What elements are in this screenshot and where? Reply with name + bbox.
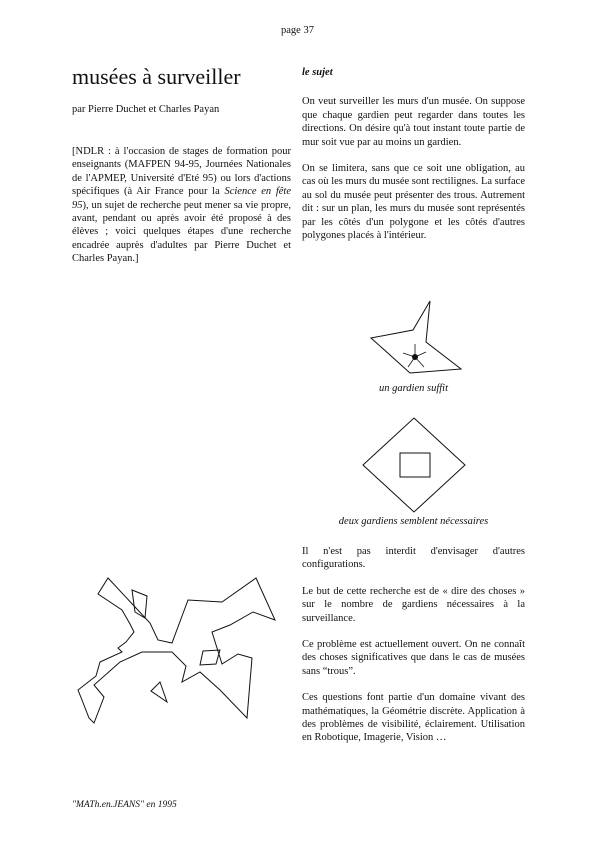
editor-note-italic-event: Science en fête 95 <box>72 186 292 211</box>
subject-column <box>302 66 525 255</box>
subject-paragraph-2: On se limitera, sans que ce soit une obligation, au cas où les murs du musée sont rectilignes. La surface au sol du musée peut présenter des trous. Autrement dit : sur un plan, les murs du musée sont représentés par les côtés d'un polygone et les côtés d'autres polygones placés à l'intérieur. <box>302 163 525 242</box>
museum-hole-triangle <box>151 682 167 702</box>
subject-paragraph-1: On veut surveiller les murs d'un musée. On suppose que chaque gardien peut regarder dans toutes les directions. On désire qu'à tout instant toute partie de mur soit vue par au moins un gardien. <box>302 96 525 148</box>
figure-complex-museum <box>70 570 290 730</box>
article-title: musées à surveiller <box>72 64 241 89</box>
museum-square-hole <box>400 453 430 477</box>
continuation-paragraph-1: Il n'est pas interdit d'envisager d'autres configurations. <box>302 546 525 571</box>
editor-note <box>72 145 291 266</box>
editor-note-text-end: ), un sujet de recherche peut mener sa vie propre, avant, pendant ou après avoir été proposé à des élèves ; voici quelques étapes d'une recherche encadrée auprès d'adultes par Pierre Duchet et Charles Payan.] <box>72 199 291 265</box>
museum-hole-quad-right <box>200 650 220 665</box>
continuation-paragraph-3: Ce problème est actuellement ouvert. On ne connaît des choses significatives que dans le cas de musées sans “trous”. <box>302 639 525 677</box>
museum-diamond-outline <box>363 418 465 512</box>
figure-two-guards <box>362 417 466 513</box>
continuation-column <box>302 545 525 758</box>
figure-two-caption: deux gardiens semblent nécessaires <box>338 516 489 527</box>
editor-note-text-start: [NDLR : à l'occasion de stages de formation pour enseignants (MAFPEN 94-95, Journées Nationales de l'APMEP, Université d'Eté 95) ou lors d'actions spécifiques (à Air France pour la <box>72 146 291 198</box>
complex-museum-outline <box>78 578 275 723</box>
article-authors: par Pierre Duchet et Charles Payan <box>72 104 220 115</box>
continuation-paragraph-4: Ces questions font partie d'un domaine vivant des mathématiques, la Géométrie discrète. Application à des problèmes de visibilité, éclairement. Utilisation en Robotique, Imagerie, Vision … <box>302 692 525 744</box>
figure-one-guard <box>370 300 465 375</box>
page-footer: "MATh.en.JEANS" en 1995 <box>72 800 177 810</box>
section-heading: le sujet <box>302 67 333 78</box>
page-number: page 37 <box>281 25 314 36</box>
museum-outline-polygon <box>371 301 461 373</box>
figure-one-caption: un gardien suffit <box>378 383 449 394</box>
continuation-paragraph-2: Le but de cette recherche est de « dire des choses » sur le nombre de gardiens nécessaires à la surveillance. <box>302 585 525 624</box>
museum-hole-quad-top <box>132 590 147 618</box>
